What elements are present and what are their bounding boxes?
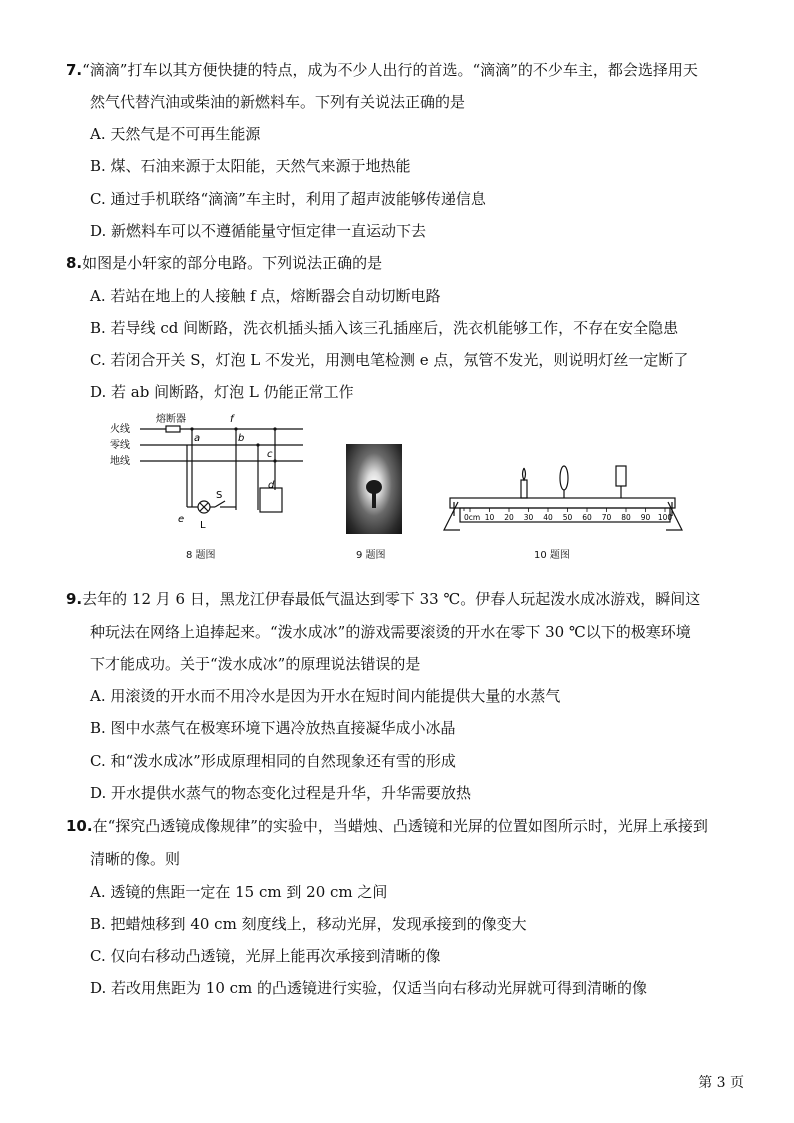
lamp-L: [198, 501, 210, 513]
figure-10-caption: 10 题图: [534, 550, 570, 561]
label-a: a: [194, 433, 201, 444]
question-10-stem-line2: 清晰的像。则: [90, 850, 181, 868]
question-8-option-b: B. 若导线 cd 间断路，洗衣机插头插入该三孔插座后，洗衣机能够工作，不存在安全隐患: [90, 319, 679, 337]
light-screen: [616, 466, 626, 498]
ruler-tick-label: 0cm: [464, 513, 481, 522]
question-7-stem-line1: [66, 60, 698, 80]
label-S: S: [216, 490, 223, 501]
switch-S: [210, 501, 225, 507]
question-10-option-d: D. 若改用焦距为 10 cm 的凸透镜进行实验，仅适当向右移动光屏就可得到清晰的像: [90, 979, 648, 997]
question-9-option-c: C. 和“泼水成冰”形成原理相同的自然现象还有雪的形成: [90, 752, 456, 770]
ruler-tick-label: 30: [523, 513, 534, 522]
question-8-number: 8.: [66, 254, 83, 272]
question-10-option-b: B. 把蜡烛移到 40 cm 刻度线上，移动光屏，发现承接到的像变大: [90, 915, 527, 933]
question-8-stem-line1: [66, 253, 382, 273]
question-9-option-b: B. 图中水蒸气在极寒环境下遇冷放热直接凝华成小冰晶: [90, 719, 456, 737]
question-8-option-d: D. 若 ab 间断路，灯泡 L 仍能正常工作: [90, 383, 354, 401]
figure-8-circuit: [108, 410, 308, 535]
page-number: 第 3 页: [698, 1075, 744, 1091]
question-7-option-b: B. 煤、石油来源于太阳能，天然气来源于地热能: [90, 157, 411, 175]
ruler-tick-label: 70: [601, 513, 612, 522]
label-ground: 地线: [110, 456, 130, 467]
question-8-option-a: A. 若站在地上的人接触 f 点，熔断器会自动切断电路: [90, 287, 441, 305]
ruler-tick-label: 10: [484, 513, 495, 522]
question-7-option-c: C. 通过手机联络“滴滴”车主时，利用了超声波能够传递信息: [90, 190, 486, 208]
label-b: b: [238, 433, 245, 444]
candle: [521, 468, 527, 498]
question-9-stem-line3: 下才能成功。关于“泼水成冰”的原理说法错误的是: [90, 655, 421, 673]
figure-9-caption: 9 题图: [356, 550, 386, 561]
fuse-symbol: [166, 426, 180, 432]
label-e: e: [178, 514, 185, 525]
question-7-option-d: D. 新燃料车可以不遵循能量守恒定律一直运动下去: [90, 222, 427, 240]
question-9-stem-line2: 种玩法在网络上追捧起来。“泼水成冰”的游戏需要滚烫的开水在零下 30 ℃以下的极寒环境: [90, 623, 691, 641]
figure-9-photo: [346, 444, 402, 534]
ruler-tick-label: 50: [562, 513, 573, 522]
question-10-number: 10.: [66, 817, 93, 835]
question-10-option-a: A. 透镜的焦距一定在 15 cm 到 20 cm 之间: [90, 883, 388, 901]
ruler-tick-label: 80: [621, 513, 631, 522]
question-7-number: 7.: [66, 61, 83, 79]
figure-10-optical-bench: [440, 460, 685, 535]
question-7-stem-text1: “滴滴”打车以其方便快捷的特点，成为不少人出行的首选。“滴滴”的不少车主，都会选择用天: [82, 61, 698, 79]
question-7-stem-line2: 然气代替汽油或柴油的新燃料车。下列有关说法正确的是: [90, 93, 466, 111]
label-live: 火线: [110, 424, 130, 435]
label-L: L: [200, 520, 206, 531]
question-8-option-c: C. 若闭合开关 S，灯泡 L 不发光，用测电笔检测 e 点，氖管不发光，则说明灯丝一定断了: [90, 351, 689, 369]
ruler-tick-label: 40: [543, 513, 553, 522]
question-8-stem-text1: 如图是小轩家的部分电路。下列说法正确的是: [82, 254, 383, 272]
label-neutral: 零线: [110, 440, 130, 451]
label-f: f: [230, 414, 234, 425]
label-fuse: 熔断器: [156, 414, 186, 425]
question-10-stem-line1: [66, 816, 708, 836]
question-10-option-c: C. 仅向右移动凸透镜，光屏上能再次承接到清晰的像: [90, 947, 441, 965]
bench-rail: [450, 498, 675, 508]
question-9-option-d: D. 开水提供水蒸气的物态变化过程是升华，升华需要放热: [90, 784, 472, 802]
label-d: d: [268, 480, 275, 491]
question-9-option-a: A. 用滚烫的开水而不用冷水是因为开水在短时间内能提供大量的水蒸气: [90, 687, 561, 705]
question-10-stem-text1: 在“探究凸透镜成像规律”的实验中，当蜡烛、凸透镜和光屏的位置如图所示时，光屏上承接到: [92, 817, 708, 835]
ruler-tick-label: 20: [504, 513, 514, 522]
question-7-option-a: A. 天然气是不可再生能源: [90, 125, 261, 143]
question-9-stem-line1: [66, 589, 700, 609]
question-9-stem-text1: 去年的 12 月 6 日，黑龙江伊春最低气温达到零下 33 ℃。伊春人玩起泼水成冰游戏，瞬间这: [82, 590, 701, 608]
ruler-labels: [464, 508, 672, 522]
ruler-tick-label: 100: [657, 513, 673, 522]
ruler-tick-label: 60: [582, 513, 592, 522]
ruler-tick-label: 90: [640, 513, 651, 522]
question-9-number: 9.: [66, 590, 83, 608]
figure-8-caption: 8 题图: [186, 550, 216, 561]
bench-left-leg: [444, 502, 460, 530]
label-c: c: [267, 449, 273, 460]
convex-lens: [560, 466, 568, 498]
three-hole-socket: [260, 488, 282, 512]
